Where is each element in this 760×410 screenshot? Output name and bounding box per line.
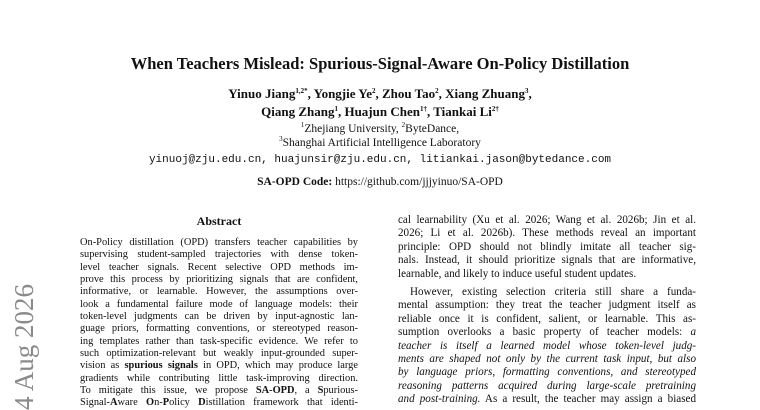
paper-title: When Teachers Mislead: Spurious-Signal-Aware On-Policy Distillation [130, 54, 630, 73]
body-line: learnable, and likely to induce useful student updates. [398, 267, 637, 280]
abstract-line: Signal-Aware On-Policy Distillation framework that identi- [80, 397, 358, 409]
abstract-line: vision as spurious signals in OPD, which may produce large [80, 360, 358, 372]
author-name: Tiankai Li [433, 104, 492, 119]
author-emails: yinuoj@zju.edu.cn, huajunsir@zju.edu.cn, litiankai.jason@bytedance.com [148, 154, 612, 166]
body-column-right [398, 214, 696, 406]
body-line: ments are shaped not only by the current task input, but also [398, 352, 696, 365]
author-line-2 [0, 104, 760, 120]
body-line: However, existing selection criteria still share a funda- [410, 285, 696, 298]
author-affiliation-mark: 2 [435, 87, 439, 95]
abstract-line: token-level judgments can be driven by input-agnostic lan- [80, 311, 358, 323]
author-affiliation-mark: 1† [419, 105, 427, 113]
abstract-line: guage priors, formatting conventions, or stereotyped reason- [80, 323, 358, 335]
arxiv-date-stamp: 4 Aug 2026 [9, 283, 39, 410]
author-separator: , [426, 104, 434, 119]
affiliation-name: Zhejiang University, [304, 123, 402, 135]
body-line: and post-training. As a result, the teacher may assign a biased [398, 393, 696, 406]
author-name: Zhou Tao [382, 86, 436, 101]
abstract-line: gradients while contributing little task-improving direction. [80, 372, 358, 384]
body-line: nals. Instead, it should prioritize signals that are informative, [398, 254, 696, 267]
body-line: principle: OPD should not blindly imitate all teacher sig- [398, 240, 696, 253]
abstract-line: On-Policy distillation (OPD) transfers teacher capabilities by [80, 237, 358, 248]
body-line: sumption overlooks a basic property of teacher models: a [398, 326, 696, 339]
author-name: Huajun Chen [344, 104, 420, 119]
author-affiliation-mark: 1 [334, 105, 338, 113]
body-line: by language priors, formatting conventions, and stereotyped [398, 366, 696, 379]
abstract-line: ing templates rather than task-specific evidence. We refer to [80, 335, 358, 347]
abstract-heading: Abstract [196, 214, 242, 228]
abstract-line: To mitigate this issue, we propose SA-OPD, a Spurious- [80, 385, 358, 397]
abstract-line: prove this process by prioritizing signals that are confident, [80, 274, 358, 286]
affiliation-mark: 2 [401, 121, 406, 129]
code-url-link[interactable]: https://github.com/jjjyinuo/SA-OPD [335, 176, 503, 188]
abstract-line: informative, or learnable. However, the assumptions over- [80, 286, 358, 298]
code-link-line [0, 176, 760, 188]
author-name: Yinuo Jiang [228, 86, 296, 101]
body-line: cal learnability (Xu et al. 2026; Wang et al. 2026b; Jin et al. [398, 214, 696, 226]
abstract-line: look a fundamental failure mode of language models: their [80, 298, 358, 310]
author-affiliation-mark: 2 [372, 87, 376, 95]
author-separator: , [375, 86, 382, 101]
affiliation-name: Shanghai Artificial Intelligence Laboratory [282, 137, 481, 149]
author-name: Qiang Zhang [261, 104, 335, 119]
abstract-line: level teacher signals. Recent selective OPD methods im- [80, 261, 358, 273]
affiliation-name: ByteDance, [405, 123, 460, 135]
affiliation-mark: 1 [300, 121, 305, 129]
affiliation-mark: 3 [279, 135, 283, 143]
author-separator: , [438, 86, 446, 101]
author-name: Yongjie Ye [313, 86, 372, 101]
author-separator: , [528, 86, 532, 101]
author-line-1 [0, 86, 760, 102]
abstract-line: supervising student-sampled trajectories with dense token- [80, 249, 358, 261]
body-line: mental assumption: they treat the teacher judgment itself as [398, 299, 696, 312]
author-separator: , [337, 104, 345, 119]
abstract-text [80, 237, 358, 410]
affiliation-line-2 [0, 137, 760, 149]
body-line: reasoning patterns acquired during large-scale pretraining [398, 379, 696, 392]
abstract-line: such optimization-relevant but weakly input-grounded super- [80, 348, 358, 360]
author-name: Xiang Zhuang [445, 86, 525, 101]
author-affiliation-mark: 3 [524, 87, 529, 95]
affiliation-line-1 [0, 123, 760, 135]
body-line: teacher is itself a learned model whose token-level judg- [398, 339, 696, 352]
code-label: SA-OPD Code: [257, 176, 333, 188]
author-affiliation-mark: 1,2* [295, 87, 308, 95]
author-affiliation-mark: 2† [491, 105, 499, 113]
body-line: 2026; Li et al. 2026b). These methods reveal an important [398, 227, 696, 240]
body-line: reliable once it is confident, salient, or learnable. This as- [398, 312, 696, 325]
author-separator: , [307, 86, 314, 101]
